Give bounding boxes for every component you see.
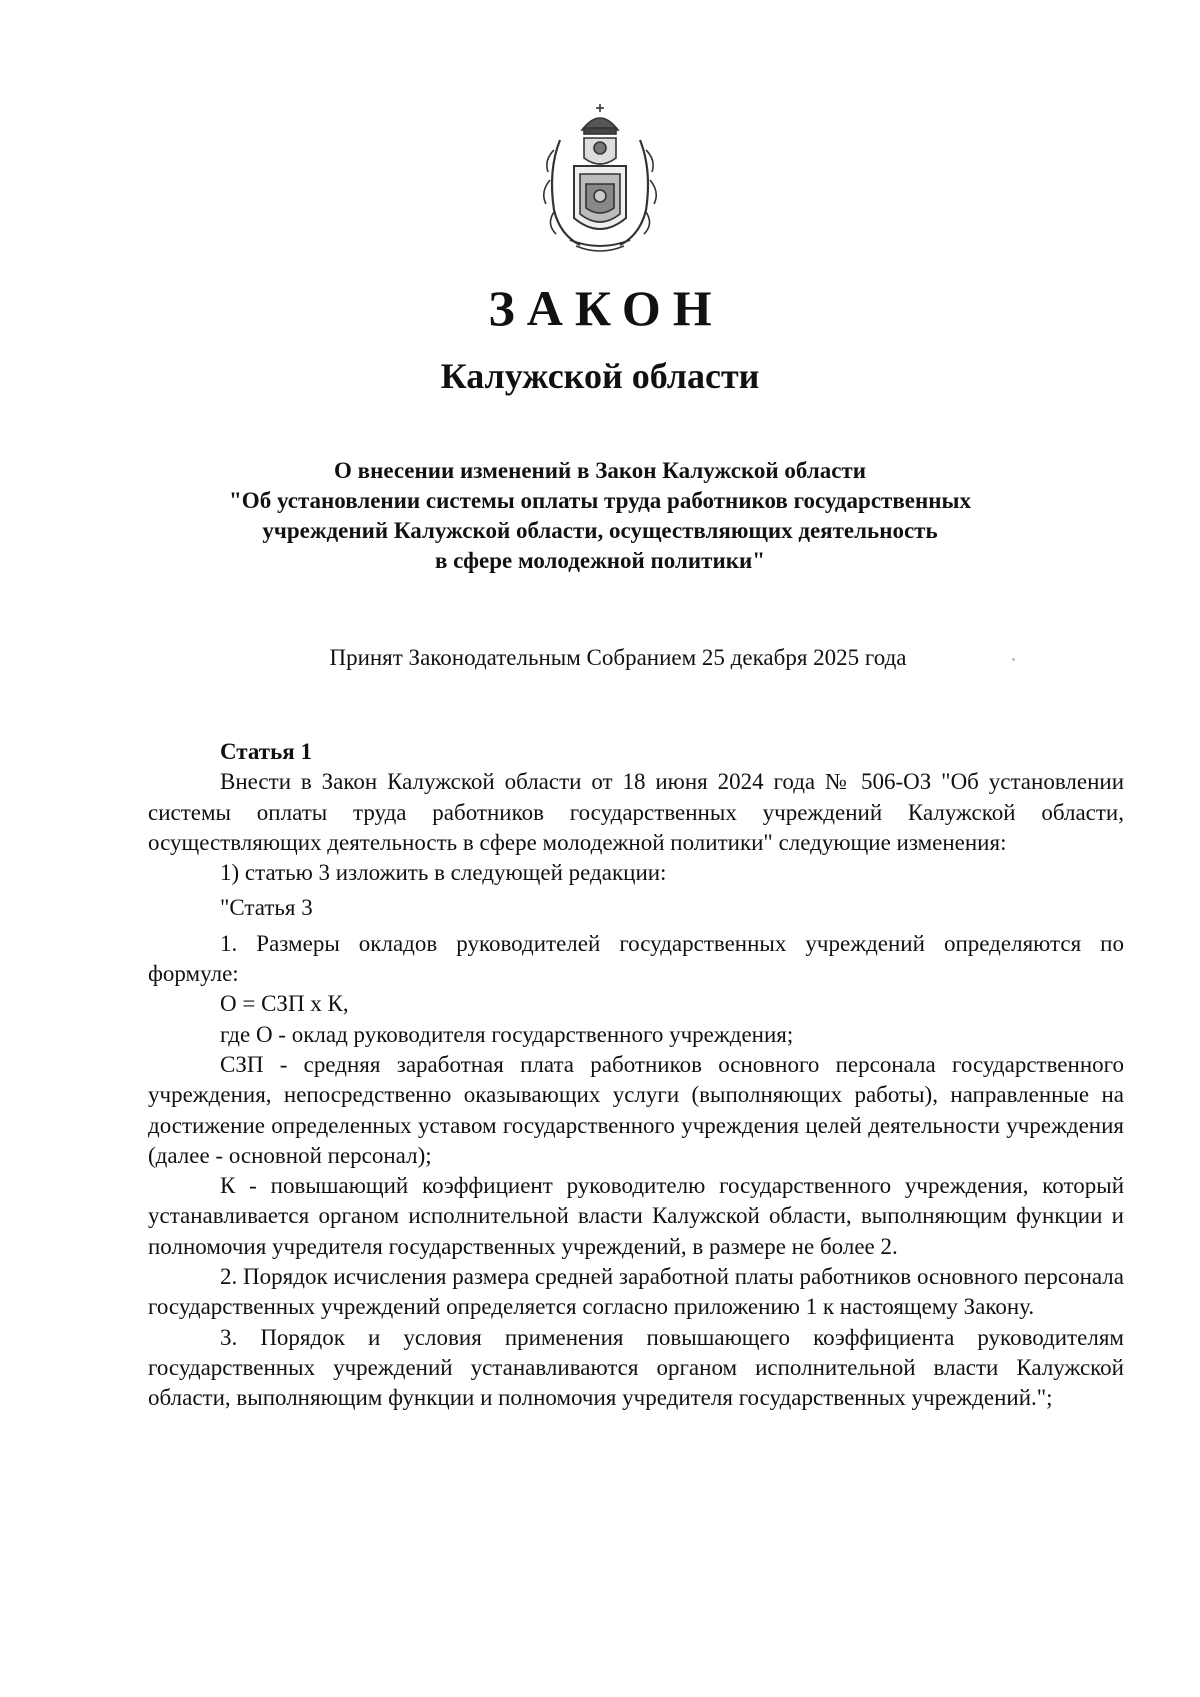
paragraph: "Статья 3 — [220, 895, 313, 921]
kaluga-coat-of-arms-icon — [540, 100, 660, 252]
heading-line: в сфере молодежной политики" — [435, 548, 765, 573]
paragraph: СЗП - средняя заработная плата работников основного персонала государственного учреждения, непосредственно оказывающих услуги (выполняющих работы), направленные на достижение определенных уставом государственного учреждения целей деятельности учреждения (далее - основной персонал); — [148, 1051, 1124, 1168]
paragraph: 1) статью 3 изложить в следующей редакции: — [220, 860, 667, 886]
paragraph: К - повышающий коэффициент руководителю государственного учреждения, который устанавливается органом исполнительной власти Калужской области, выполняющим функции и полномочия учредителя государственных учреждений, в размере не более 2. — [148, 1173, 1124, 1259]
heading-line: "Об установлении системы оплаты труда работников государственных — [229, 488, 971, 513]
paragraph: где О - оклад руководителя государственного учреждения; — [220, 1021, 794, 1047]
adoption-line: Принят Законодательным Собранием 25 декабря 2025 года — [329, 645, 907, 670]
paragraph: Внести в Закон Калужской области от 18 июня 2024 года № 506-ОЗ "Об установлении системы оплаты труда работников государственных учреждений Калужской области, осуществляющих деятельность в сфере молодежной политики" следующие изменения: — [148, 769, 1124, 855]
paragraph: 3. Порядок и условия применения повышающего коэффициента руководителям государственных учреждений устанавливаются органом исполнительной власти Калужской области, выполняющим функции и полномочия учредителя государственных учреждений."; — [148, 1324, 1124, 1411]
scan-artifact — [1012, 658, 1015, 661]
formula: О = СЗП х К, — [220, 991, 349, 1017]
law-body — [148, 737, 1124, 1414]
paragraph: 2. Порядок исчисления размера средней заработной платы работников основного персонала государственных учреждений определяется согласно приложению 1 к настоящему Закону. — [148, 1264, 1124, 1320]
document-subtitle: Калужской области — [440, 356, 760, 396]
paragraph: 1. Размеры окладов руководителей государственных учреждений определяются по формуле: — [148, 930, 1124, 987]
heading-line: О внесении изменений в Закон Калужской области — [334, 458, 866, 483]
article-title: Статья 1 — [220, 739, 312, 764]
law-heading — [160, 456, 1040, 576]
heading-line: учреждений Калужской области, осуществляющих деятельность — [262, 518, 938, 543]
document-title: ЗАКОН — [488, 280, 724, 336]
